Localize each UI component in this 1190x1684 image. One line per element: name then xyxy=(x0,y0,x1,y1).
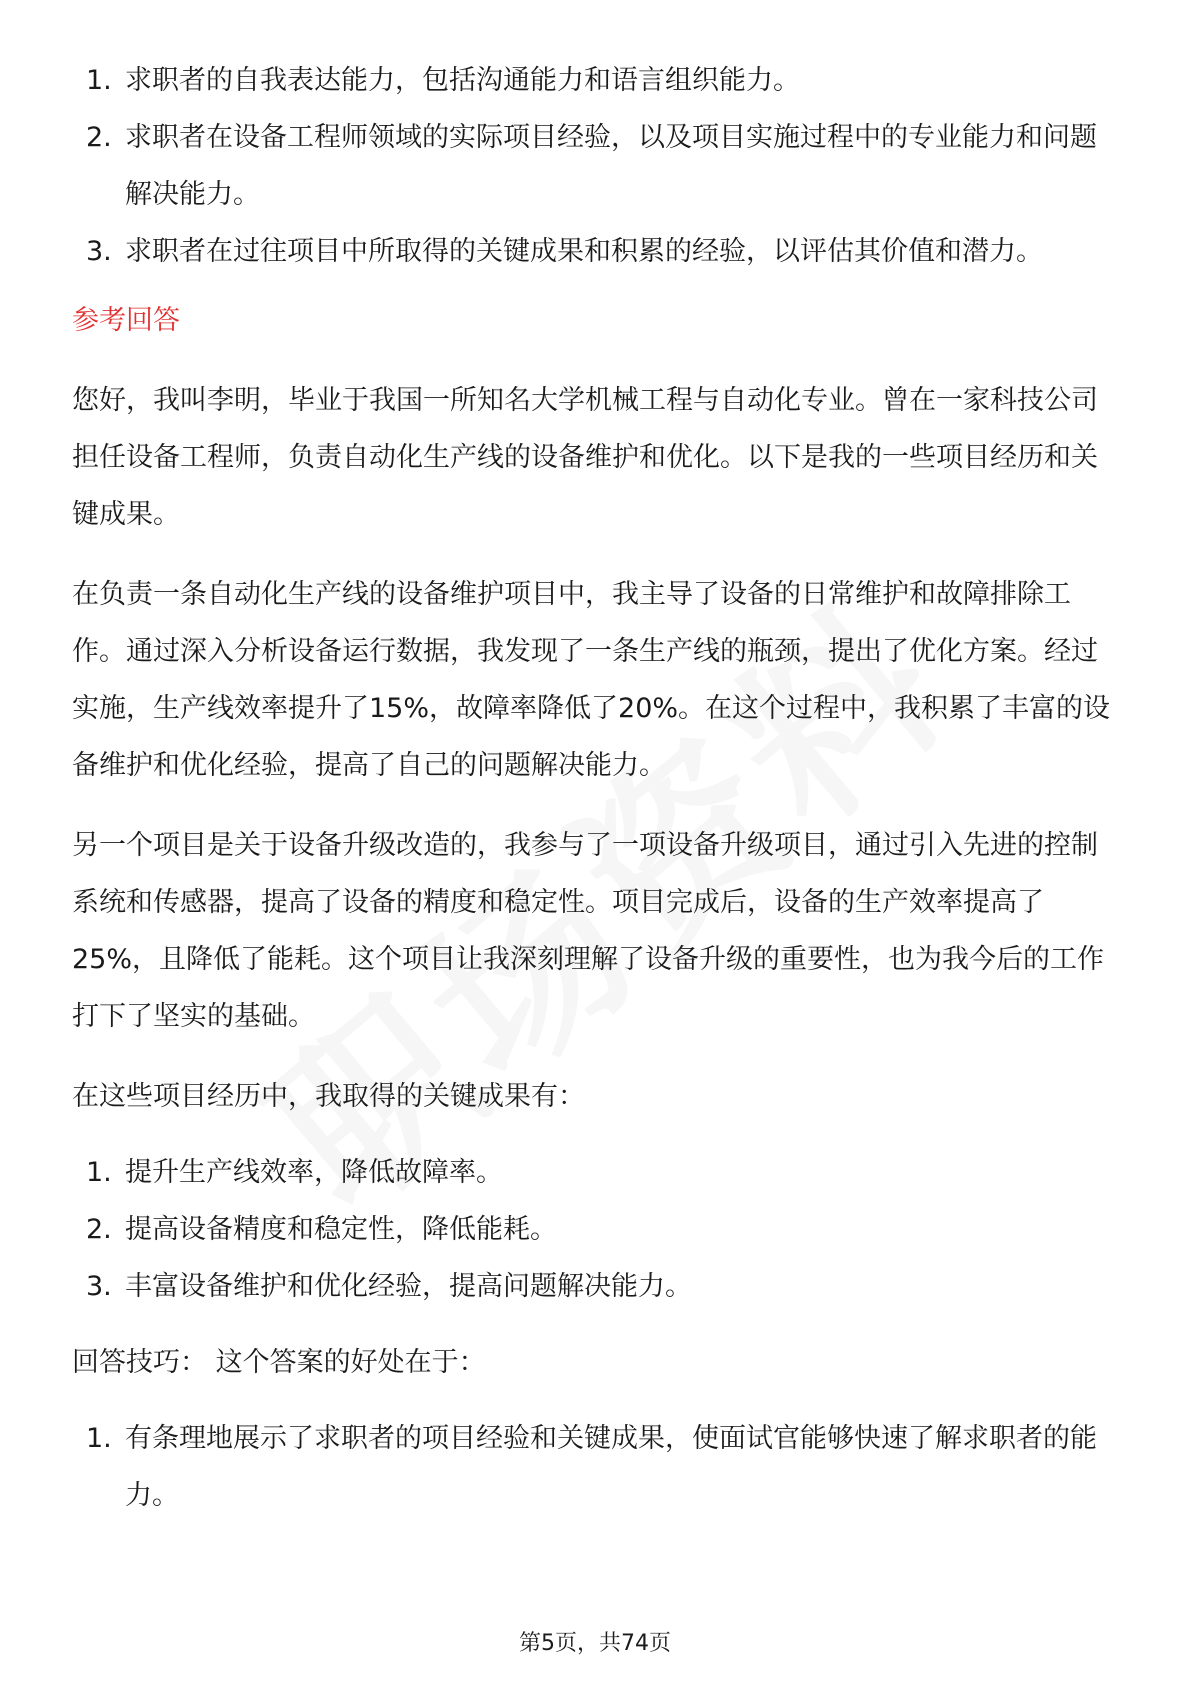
list-text: 求职者在过往项目中所取得的关键成果和积累的经验，以评估其价值和潜力。 xyxy=(125,236,1043,267)
list-number: 2. xyxy=(86,1214,112,1245)
paragraph-achievements-intro: 在这些项目经历中，我取得的关键成果有： xyxy=(72,1081,585,1112)
list-item xyxy=(72,1410,1118,1524)
list-text: 提升生产线效率，降低故障率。 xyxy=(125,1157,503,1188)
list-text: 有条理地展示了求职者的项目经验和关键成果，使面试官能够快速了解求职者的能力。 xyxy=(125,1423,1097,1511)
page-footer: 第5页，共74页 xyxy=(519,1631,671,1656)
list-number: 3. xyxy=(86,236,112,267)
list-item xyxy=(72,109,1118,223)
list-text: 求职者的自我表达能力，包括沟通能力和语言组织能力。 xyxy=(125,65,800,96)
tips-list xyxy=(72,1410,1118,1524)
list-number: 2. xyxy=(86,122,112,153)
list-item xyxy=(72,1144,1118,1201)
list-item xyxy=(72,1201,1118,1258)
list-text: 提高设备精度和稳定性，降低能耗。 xyxy=(125,1214,557,1245)
achievements-list xyxy=(72,1144,1118,1315)
list-item xyxy=(72,223,1118,280)
list-number: 1. xyxy=(86,1423,112,1454)
list-text: 求职者在设备工程师领域的实际项目经验，以及项目实施过程中的专业能力和问题解决能力。 xyxy=(125,122,1097,210)
document-body xyxy=(72,52,1118,1524)
tips-intro: 回答技巧： 这个答案的好处在于： xyxy=(72,1347,486,1378)
paragraph-intro: 您好，我叫李明，毕业于我国一所知名大学机械工程与自动化专业。曾在一家科技公司担任设备工程师，负责自动化生产线的设备维护和优化。以下是我的一些项目经历和关键成果。 xyxy=(72,385,1098,530)
intro-list xyxy=(72,52,1118,280)
list-number: 1. xyxy=(86,65,112,96)
list-item xyxy=(72,52,1118,109)
section-title: 参考回答 xyxy=(72,305,180,336)
paragraph-project-2: 另一个项目是关于设备升级改造的，我参与了一项设备升级项目，通过引入先进的控制系统和传感器，提高了设备的精度和稳定性。项目完成后，设备的生产效率提高了25%，且降低了能耗。这个项目让我深刻理解了设备升级的重要性，也为我今后的工作打下了坚实的基础。 xyxy=(72,830,1105,1032)
list-text: 丰富设备维护和优化经验，提高问题解决能力。 xyxy=(125,1271,692,1302)
list-item xyxy=(72,1258,1118,1315)
paragraph-project-1: 在负责一条自动化生产线的设备维护项目中，我主导了设备的日常维护和故障排除工作。通过深入分析设备运行数据，我发现了一条生产线的瓶颈，提出了优化方案。经过实施，生产线效率提升了15%，故障率降低了20%。在这个过程中，我积累了丰富的设备维护和优化经验，提高了自己的问题解决能力。 xyxy=(72,579,1111,781)
list-number: 1. xyxy=(86,1157,112,1188)
list-number: 3. xyxy=(86,1271,112,1302)
